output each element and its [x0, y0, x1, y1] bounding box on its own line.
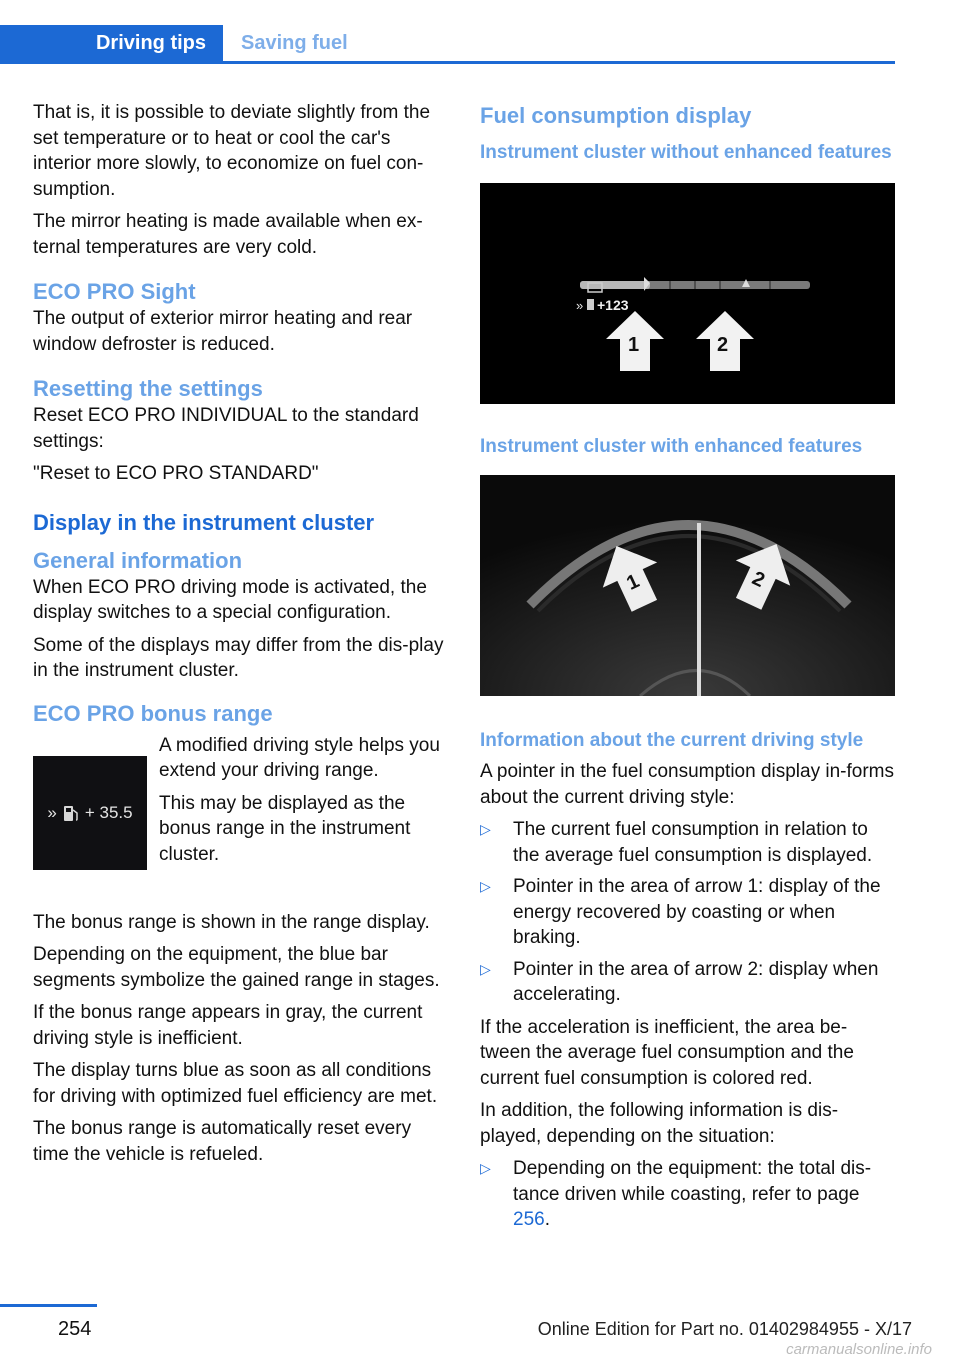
fig2-arrow-2-label: 2: [748, 567, 769, 592]
driving-style-heading: Information about the current driving style: [480, 730, 864, 751]
header-tab-bar: [0, 25, 895, 64]
general-information-heading: General information: [33, 547, 243, 573]
fuel-consumption-bar-graphic: [480, 183, 895, 404]
cluster-basic-heading: Instrument cluster without enhanced features: [480, 142, 892, 163]
triangle-bullet-icon: ▷: [480, 1160, 491, 1176]
reset-paragraph-1: Reset ECO PRO INDIVIDUAL to the standard settings:: [33, 405, 419, 452]
list-item: [480, 1156, 895, 1233]
bonus-paragraph-2: This may be displayed as the bonus range in the instrument cluster.: [159, 792, 411, 865]
list-item-end: .: [544, 1209, 550, 1230]
page-number: 254: [58, 1318, 92, 1340]
eco-pro-sight-paragraph: The output of exterior mirror heating and rear window defroster is reduced.: [33, 308, 413, 355]
general-paragraph-2: Some of the displays may differ from the dis‐play in the instrument cluster.: [33, 634, 444, 681]
intro-paragraph-2: The mirror heating is made available when ex‐ternal temperatures are very cold.: [33, 211, 423, 258]
driving-style-paragraph-3: In addition, the following information is dis‐played, depending on the situation:: [480, 1100, 839, 1147]
tab-saving-fuel[interactable]: Saving fuel: [241, 32, 348, 54]
bonus-range-value: + 35.5: [84, 802, 133, 822]
triangle-bullet-icon: ▷: [480, 878, 491, 894]
eco-pro-sight-heading: ECO PRO Sight: [33, 279, 196, 304]
triangle-bullet-icon: ▷: [480, 960, 491, 977]
figure-cluster-enhanced: [480, 475, 895, 696]
left-column: [33, 100, 451, 1174]
bonus-paragraph-7: The bonus range is automatically reset every time the vehicle is refueled.: [33, 1118, 412, 1165]
driving-style-list: [480, 817, 895, 1008]
page-256-link[interactable]: 256: [513, 1209, 545, 1230]
driving-style-paragraph-2: If the acceleration is inefficient, the area be‐tween the average fuel consumption and the current fuel consumption is colored red.: [480, 1016, 854, 1089]
right-column: [480, 100, 895, 1240]
coasting-arrows-icon: »: [47, 802, 57, 822]
svg-text:»: »: [576, 298, 584, 313]
general-paragraph-1: When ECO PRO driving mode is activated, the display switches to a special configuration.: [33, 576, 427, 623]
list-item-text: Pointer in the area of arrow 2: display when accelerating.: [513, 958, 879, 1005]
list-item: [480, 817, 895, 868]
situation-list: [480, 1156, 895, 1233]
bonus-range-image: [33, 756, 147, 870]
bonus-paragraph-1: A modified driving style helps you extend your driving range.: [159, 734, 440, 781]
bonus-range-heading: ECO PRO bonus range: [33, 700, 273, 726]
display-cluster-heading: Display in the instrument cluster: [33, 509, 375, 535]
fig1-arrow-1-label: 1: [628, 334, 640, 356]
fig1-arrow-2-label: 2: [717, 334, 729, 356]
list-item-text: Pointer in the area of arrow 1: display of the energy recovered by coasting or when braking.: [513, 876, 881, 948]
fuel-pump-icon: [63, 804, 79, 822]
reset-paragraph-2: "Reset to ECO PRO STANDARD": [33, 463, 319, 484]
list-item: [480, 957, 895, 1008]
bonus-range-block: [33, 734, 451, 910]
fuel-consumption-heading: Fuel consumption display: [480, 103, 752, 128]
fuel-consumption-dial-graphic: [480, 475, 895, 696]
bonus-paragraph-5: If the bonus range appears in gray, the current driving style is inefficient.: [33, 1002, 423, 1049]
list-item-text: The current fuel consumption in relation to the average fuel consumption is displayed.: [513, 819, 873, 866]
fig1-value: +123: [597, 297, 629, 313]
bonus-paragraph-3: The bonus range is shown in the range display.: [33, 911, 430, 933]
fig2-arrow-1-label: 1: [623, 570, 643, 595]
cluster-enhanced-heading: Instrument cluster with enhanced features: [480, 436, 863, 457]
bonus-paragraph-6: The display turns blue as soon as all conditions for driving with optimized fuel efficiency are met.: [33, 1060, 438, 1107]
driving-style-paragraph-1: A pointer in the fuel consumption display in‐forms about the current driving style:: [480, 761, 894, 808]
tab-driving-tips[interactable]: Driving tips: [0, 25, 223, 61]
list-item: [480, 874, 895, 951]
triangle-bullet-icon: ▷: [480, 821, 491, 837]
edition-info: Online Edition for Part no. 01402984955 - X/17: [537, 1319, 912, 1339]
bonus-paragraph-4: Depending on the equipment, the blue bar segments symbolize the gained range in stages.: [33, 944, 440, 991]
watermark: carmanualsonline.info: [786, 1341, 932, 1358]
resetting-heading: Resetting the settings: [33, 376, 263, 401]
footer-divider: [0, 1304, 97, 1307]
figure-cluster-basic: [480, 183, 895, 404]
bonus-range-text: [159, 733, 449, 875]
intro-paragraph-1: That is, it is possible to deviate slightly from the set temperature or to heat or cool the car's interior more slowly, to economize on fuel con‐sumption.: [33, 102, 431, 200]
list-item-text: Depending on the equipment: the total dis‐tance driven while coasting, refer to page: [513, 1158, 872, 1205]
